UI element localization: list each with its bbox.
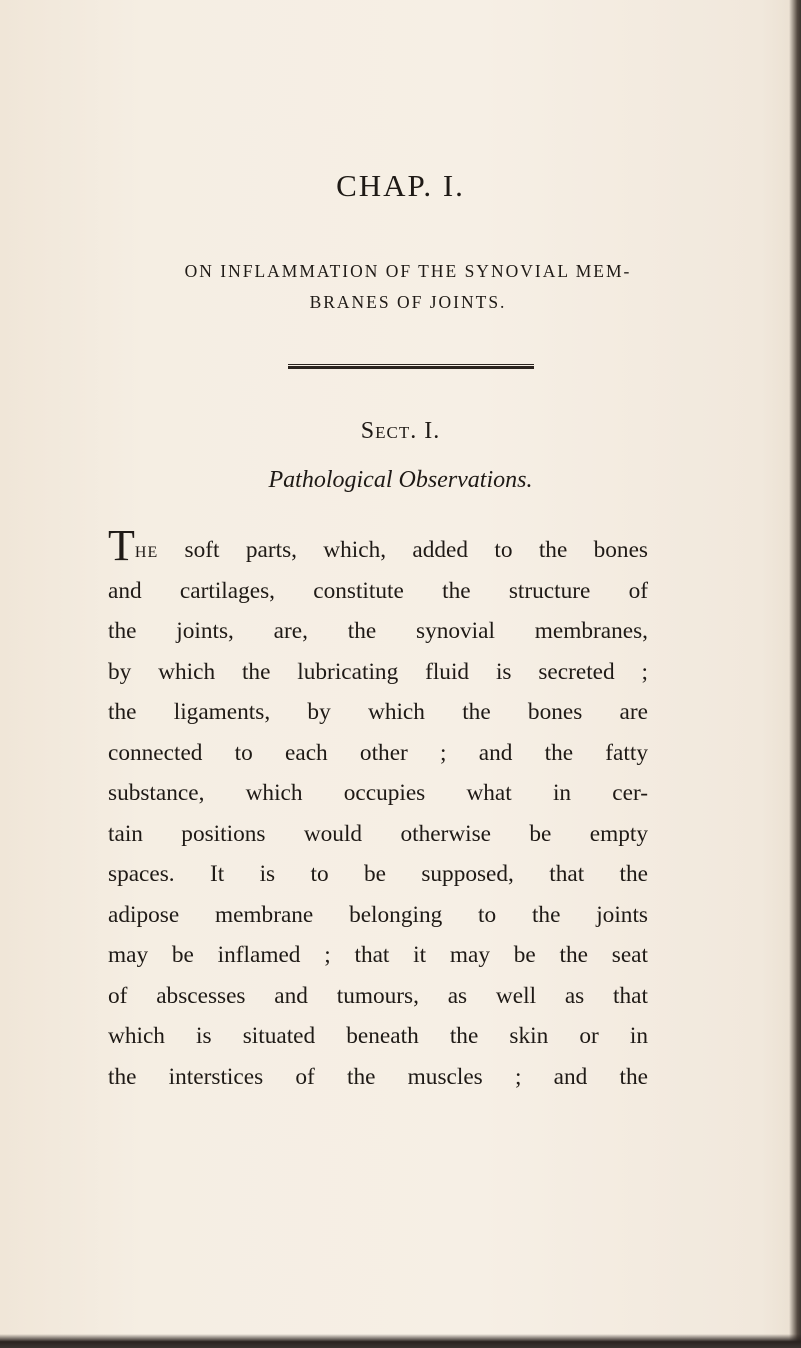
body-paragraph (108, 521, 648, 1097)
body-line (108, 521, 648, 571)
body-line: the ligaments, by which the bones are (108, 699, 648, 725)
body-line: the joints, are, the synovial membranes, (108, 618, 648, 644)
body-line: and cartilages, constitute the structure of (108, 577, 648, 604)
subtitle-line-1: ON INFLAMMATION OF THE SYNOVIAL MEM- (184, 261, 632, 281)
body-line: spaces. It is to be supposed, that the (108, 861, 648, 887)
body-line: adipose membrane belonging to the joints (108, 901, 648, 928)
drop-cap: T (108, 521, 135, 570)
section-heading (0, 418, 801, 445)
body-line: of abscesses and tumours, as well as that (108, 982, 648, 1009)
section-number: I. (424, 418, 441, 444)
body-line: the interstices of the muscles ; and the (108, 1063, 648, 1090)
body-line: by which the lubricating fluid is secreted ; (108, 658, 648, 685)
section-title: Pathological Observations. (268, 467, 533, 493)
body-line: connected to each other ; and the fatty (108, 739, 648, 766)
body-line-text: soft parts, which, added to the bones (158, 537, 648, 563)
body-line: substance, which occupies what in cer- (108, 780, 648, 806)
body-line: tain positions would otherwise be empty (108, 820, 648, 847)
body-line: which is situated beneath the skin or in (108, 1023, 648, 1049)
body-line: may be inflamed ; that it may be the seat (108, 942, 648, 968)
subtitle-line-2: BRANES OF JOINTS. (309, 292, 507, 312)
section-label: Sect. (360, 418, 418, 444)
first-word-rest: he (134, 537, 159, 563)
chapter-heading: CHAP. I. (336, 168, 465, 203)
chapter-subtitle (118, 256, 698, 318)
page-bottom-shadow (0, 1334, 801, 1348)
section-divider-rule (288, 364, 534, 369)
